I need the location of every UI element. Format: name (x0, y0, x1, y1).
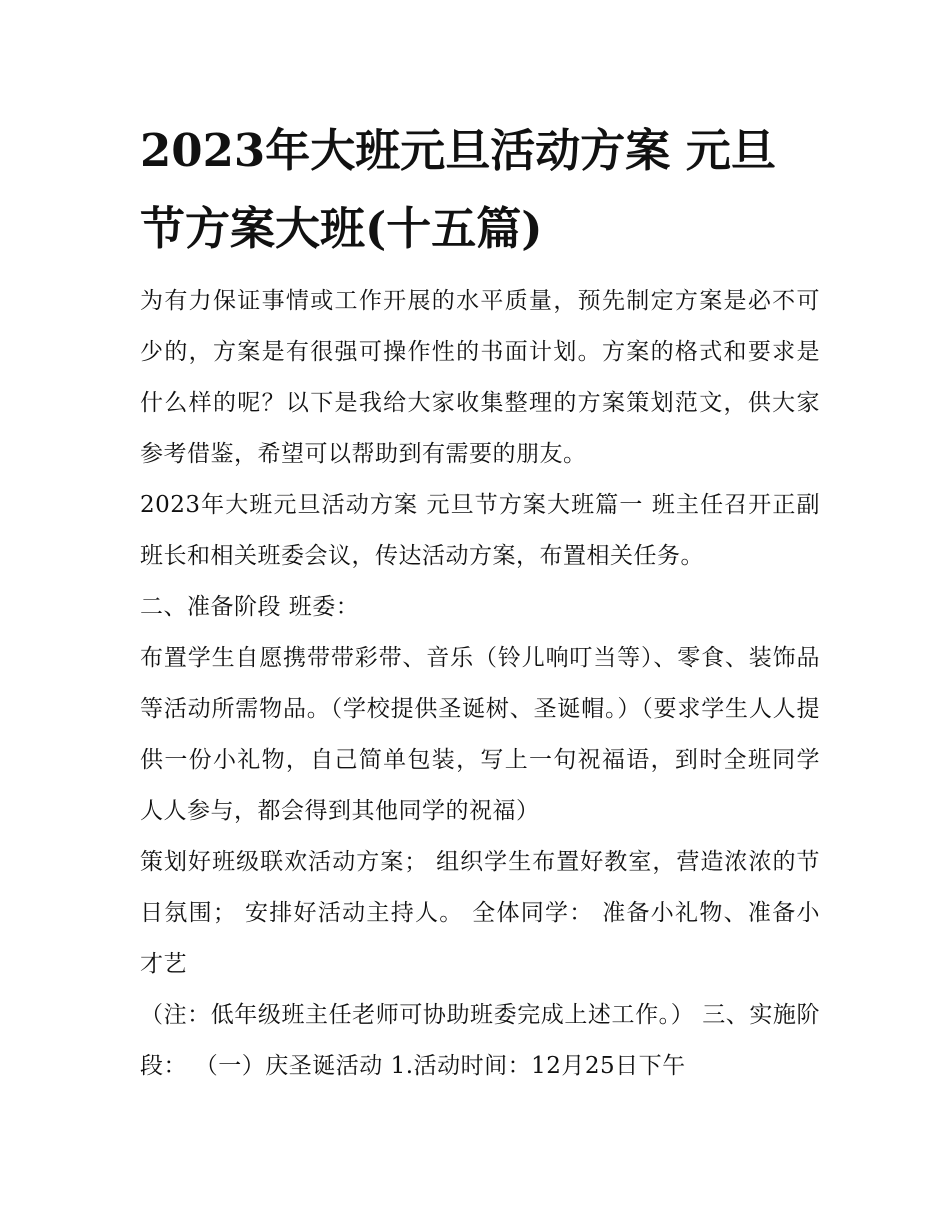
paragraph-preparation-heading: 二、准备阶段 班委： (140, 594, 360, 620)
document-title: 2023年大班元旦活动方案 元旦节方案大班(十五篇) (140, 124, 776, 255)
paragraph-intro: 为有力保证事情或工作开展的水平质量，预先制定方案是必不可少的，方案是有很强可操作性的书面计划。方案的格式和要求是什么样的呢？以下是我给大家收集整理的方案策划范文，供大家参考借鉴，希望可以帮助到有需要的朋友。 (140, 288, 820, 467)
paragraph-preparation-items: 布置学生自愿携带带彩带、音乐（铃儿响叮当等）、零食、装饰品等活动所需物品。（学校提供圣诞树、圣诞帽。）（要求学生人人提供一份小礼物，自己简单包装，写上一句祝福语，到时全班同学人人参与，都会得到其他同学的祝福） (140, 645, 820, 824)
paragraph-planning: 策划好班级联欢活动方案； 组织学生布置好教室，营造浓浓的节日氛围； 安排好活动主持人。 全体同学： 准备小礼物、准备小才艺 (140, 849, 820, 977)
paragraph-plan-one: 2023年大班元旦活动方案 元旦节方案大班篇一 班主任召开正副班长和相关班委会议，传达活动方案，布置相关任务。 (140, 492, 820, 569)
paragraph-implementation: （注：低年级班主任老师可协助班委完成上述工作。） 三、实施阶段： （一）庆圣诞活动 1.活动时间：12月25日下午 (140, 1002, 820, 1079)
document-body (140, 276, 820, 1092)
